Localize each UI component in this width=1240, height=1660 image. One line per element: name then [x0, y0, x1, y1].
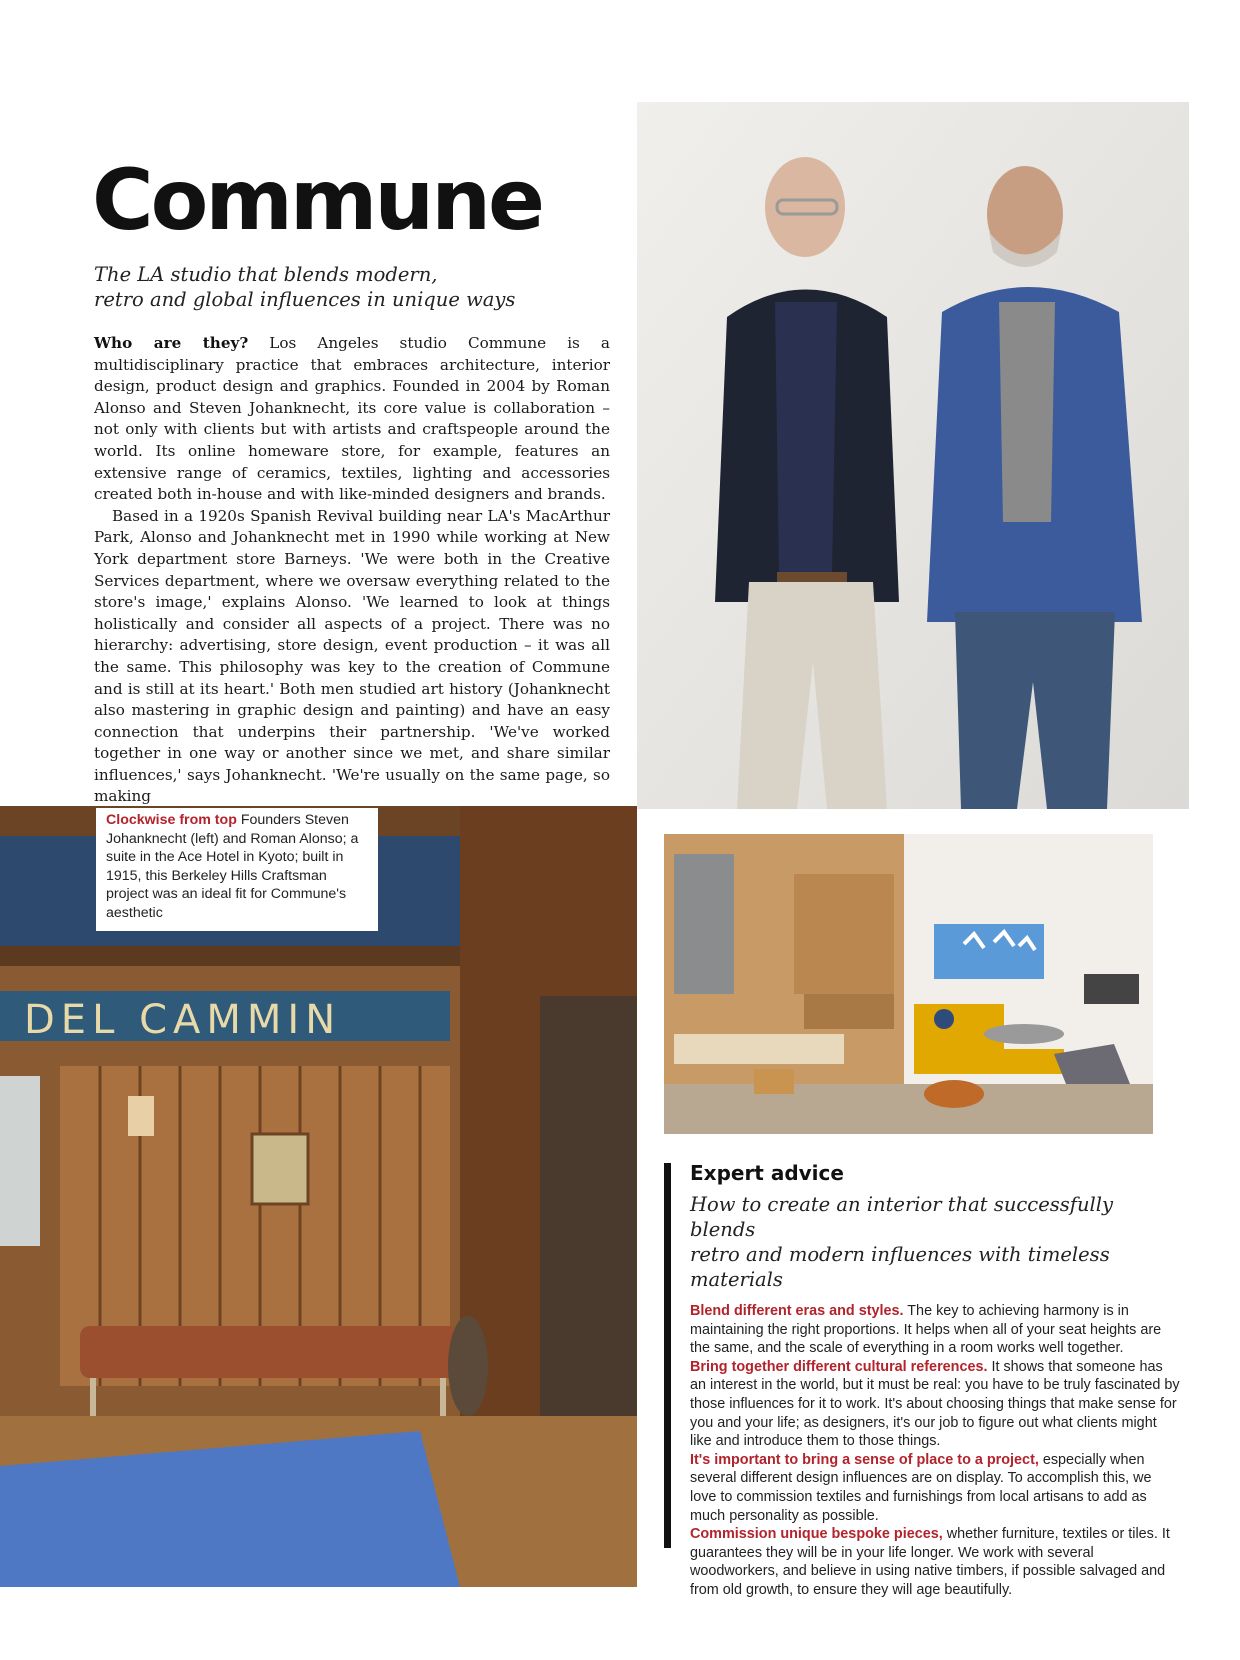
- founders-photo: [637, 102, 1189, 809]
- advice-subheading-line-1: How to create an interior that successfully blends: [690, 1193, 1114, 1241]
- tip-text: The key to achieving harmony is in maintaining the right proportions. It helps when all of your seat heights are the same, and the scale of everything in a room works well together.: [690, 1303, 1162, 1357]
- advice-heading: Expert advice: [690, 1161, 844, 1185]
- advice-tip-4: [690, 1525, 1180, 1599]
- advice-accent-bar: [664, 1163, 671, 1548]
- caption-text: Founders Steven Johanknecht (left) and Roman Alonso; a suite in the Ace Hotel in Kyoto; built in 1915, this Berkeley Hills Craftsman project was an ideal fit for Commune's aesthetic: [106, 812, 359, 921]
- tip-text: especially when several different design influences are on display. To accomplish this, we love to commission textiles and furnishings from local artisans to add as much personality as possible.: [690, 1451, 1152, 1524]
- body-paragraph-1: [94, 333, 610, 506]
- frieze-text: DEL CAMMIN: [24, 997, 342, 1043]
- tip-lead: Bring together different cultural references.: [690, 1358, 988, 1375]
- tip-lead: Commission unique bespoke pieces,: [690, 1526, 943, 1543]
- tip-text: whether furniture, textiles or tiles. It guarantees they will be in your life longer. We work with several woodworkers, and believe in using native timbers, if possible salvaged and from old growth, to ensure they will age beautifully.: [690, 1526, 1170, 1598]
- body-paragraph-1-text: Los Angeles studio Commune is a multidisciplinary practice that embraces architecture, interior design, product design and graphics. Founded in 2004 by Roman Alonso and Steven Johanknecht, its core value is collaboration – not only with clients but with artists and craftspeople around the world. Its online homeware store, for example, features an extensive range of ceramics, textiles, lighting and accessories created both in-house and with like-minded designers and brands.: [94, 334, 610, 504]
- standfirst: [94, 262, 524, 312]
- standfirst-line-1: The LA studio that blends modern,: [94, 263, 438, 286]
- tip-lead: It's important to bring a sense of place to a project,: [690, 1451, 1039, 1468]
- suite-photo: [664, 834, 1153, 1134]
- article-body: [94, 333, 610, 808]
- standfirst-line-2: retro and global influences in unique ways: [94, 288, 516, 311]
- article-title: Commune: [92, 151, 542, 249]
- expert-advice-box: [690, 1160, 1180, 1600]
- advice-subheading-line-2: retro and modern influences with timeless materials: [690, 1243, 1110, 1291]
- tip-text: It shows that someone has an interest in the world, but it must be real: you have to be truly fascinated by those influences for it to work. It's about choosing things that make sense for you and your life; as designers, it's our job to figure out what clients might like and introduce them to those things.: [690, 1358, 1180, 1450]
- tip-lead: Blend different eras and styles.: [690, 1303, 904, 1319]
- photo-caption: [96, 808, 378, 931]
- advice-tip-1: [690, 1302, 1180, 1358]
- advice-tip-2: [690, 1358, 1180, 1451]
- advice-subheading: [690, 1192, 1180, 1292]
- body-paragraph-2: Based in a 1920s Spanish Revival building near LA's MacArthur Park, Alonso and Johanknecht met in 1990 while working at New York department store Barneys. 'We were both in the Creative Services department, where we oversaw everything related to the store's image,' explains Alonso. 'We learned to look at things holistically and consider all aspects of a project. There was no hierarchy: advertising, store design, event production – it was all the same. This philosophy was key to the creation of Commune and is still at its heart.' Both men studied art history (Johanknecht also mastering in graphic design and painting) and have an easy connection that underpins their partnership. 'We've worked together in one way or another since we met, and share similar influences,' says Johanknecht. 'We're usually on the same page, so making: [94, 506, 610, 806]
- caption-lead-in: Clockwise from top: [106, 812, 237, 828]
- advice-tip-3: [690, 1451, 1180, 1525]
- body-lead-in: Who are they?: [94, 334, 249, 352]
